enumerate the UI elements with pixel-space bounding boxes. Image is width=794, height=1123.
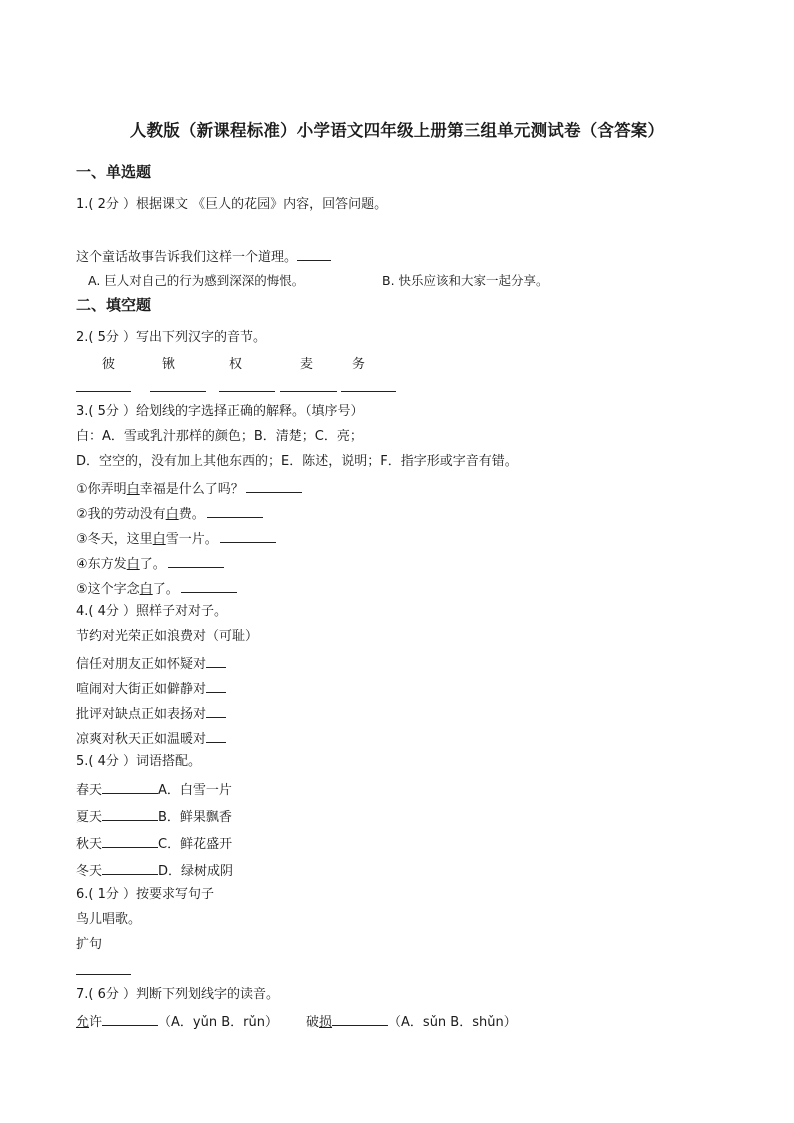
answer-blank[interactable] [207,503,263,518]
question-7-item-a [76,1011,278,1032]
item-number: ② [76,507,88,522]
underlined-char: 允 [76,1015,90,1030]
question-3-header: 3.( 5分 ）给划线的字选择正确的解释。（填序号） [76,404,364,419]
answer-blank[interactable] [332,1011,388,1026]
answer-blank[interactable] [102,860,158,875]
page-title: 人教版（新课程标准）小学语文四年级上册第三组单元测试卷（含答案） [129,121,665,140]
item-text: 冬天，这里 [87,532,153,547]
question-7-item-b [306,1011,517,1032]
season-label: 春天 [76,783,103,798]
answer-blank[interactable] [76,974,131,975]
question-1-prompt [76,246,331,267]
season-label: 秋天 [76,837,103,852]
match-option: C．鲜花盛开 [158,837,233,852]
underlined-char: 白 [126,557,140,572]
pinyin-options: （A．yǔn B．rǔn） [158,1015,278,1030]
couplet-item [76,678,226,699]
match-option: A．白雪一片 [158,783,232,798]
match-option: B．鲜果飘香 [158,810,232,825]
item-text: 了。 [139,557,166,572]
item-text: 了。 [152,582,179,597]
question-5-header: 5.( 4分 ）词语搭配。 [76,754,202,769]
question-1-option-b[interactable]: B. 快乐应该和大家一起分享。 [382,273,549,288]
pinyin-blank[interactable] [280,391,337,392]
char-item: 彼 [102,357,116,372]
couplet-text: 批评对缺点正如表扬对 [76,707,207,722]
question-1-header: 1.( 2分 ）根据课文 《巨人的花园》内容，回答问题。 [76,197,388,212]
match-option: D．绿树成阴 [158,864,234,879]
definition-line-1: 白：A．雪或乳汁那样的颜色；B．清楚；C．亮； [76,429,363,444]
question-2-header: 2.( 5分 ）写出下列汉字的音节。 [76,330,267,345]
item-text: 你弄明 [87,482,127,497]
underlined-char: 白 [165,507,179,522]
answer-blank[interactable] [206,728,226,743]
item-text: 雪一片。 [165,532,218,547]
underlined-char: 白 [126,482,140,497]
couplet-text: 信任对朋友正如怀疑对 [76,657,207,672]
question-6-header: 6.( 1分 ）按要求写句子 [76,887,215,902]
pinyin-blank[interactable] [76,391,131,392]
char-item: 务 [352,357,366,372]
section-heading-fill-in: 二、填空题 [76,296,152,314]
couplet-item [76,653,226,674]
question-4-example: 节约对光荣正如浪费对（可耻） [76,629,259,644]
match-row [76,779,232,800]
season-label: 冬天 [76,864,103,879]
question-3-item [76,553,224,574]
item-number: ① [76,482,88,497]
answer-blank[interactable] [246,478,302,493]
answer-blank[interactable] [297,246,331,261]
question-6-task: 扩句 [76,937,103,952]
answer-blank[interactable] [181,578,237,593]
question-3-item [76,528,276,549]
item-text: 破 [306,1015,320,1030]
answer-blank[interactable] [168,553,224,568]
item-text: 费。 [178,507,205,522]
section-heading-single-choice: 一、单选题 [76,163,152,181]
item-text: 我的劳动没有 [87,507,166,522]
underlined-char: 白 [152,532,166,547]
answer-blank[interactable] [102,833,158,848]
answer-blank[interactable] [220,528,276,543]
couplet-text: 凉爽对秋天正如温暖对 [76,732,207,747]
pinyin-blank[interactable] [341,391,396,392]
question-4-header: 4.( 4分 ）照样子对对子。 [76,604,228,619]
question-3-item [76,503,263,524]
answer-blank[interactable] [206,678,226,693]
item-number: ④ [76,557,88,572]
answer-blank[interactable] [102,806,158,821]
item-text: 这个字念 [87,582,140,597]
answer-blank[interactable] [206,653,226,668]
item-text: 幸福是什么了吗？ [139,482,244,497]
question-1-option-a[interactable]: A. 巨人对自己的行为感到深深的悔恨。 [88,273,305,288]
pinyin-options: （A．sǔn B．shǔn） [388,1015,517,1030]
char-item: 锹 [162,357,176,372]
answer-blank[interactable] [102,779,158,794]
pinyin-blank[interactable] [219,391,275,392]
question-3-item [76,578,237,599]
underlined-char: 损 [319,1015,333,1030]
item-text: 东方发 [87,557,127,572]
couplet-item [76,728,226,749]
char-item: 麦 [300,357,314,372]
underlined-char: 白 [139,582,153,597]
item-text: 许 [89,1015,103,1030]
season-label: 夏天 [76,810,103,825]
match-row [76,833,232,854]
item-number: ⑤ [76,582,88,597]
question-3-item [76,478,302,499]
definition-line-2: D．空空的，没有加上其他东西的；E．陈述，说明；F．指字形或字音有错。 [76,454,518,469]
pinyin-blank[interactable] [150,391,206,392]
question-6-sentence: 鸟儿唱歌。 [76,912,142,927]
couplet-item [76,703,226,724]
couplet-text: 喧闹对大街正如僻静对 [76,682,207,697]
match-row [76,860,233,881]
answer-blank[interactable] [102,1011,158,1026]
match-row [76,806,232,827]
question-7-header: 7.( 6分 ）判断下列划线字的读音。 [76,987,280,1002]
answer-blank[interactable] [206,703,226,718]
question-1-prompt-text: 这个童话故事告诉我们这样一个道理。 [76,250,298,265]
item-number: ③ [76,532,88,547]
char-item: 权 [229,357,243,372]
